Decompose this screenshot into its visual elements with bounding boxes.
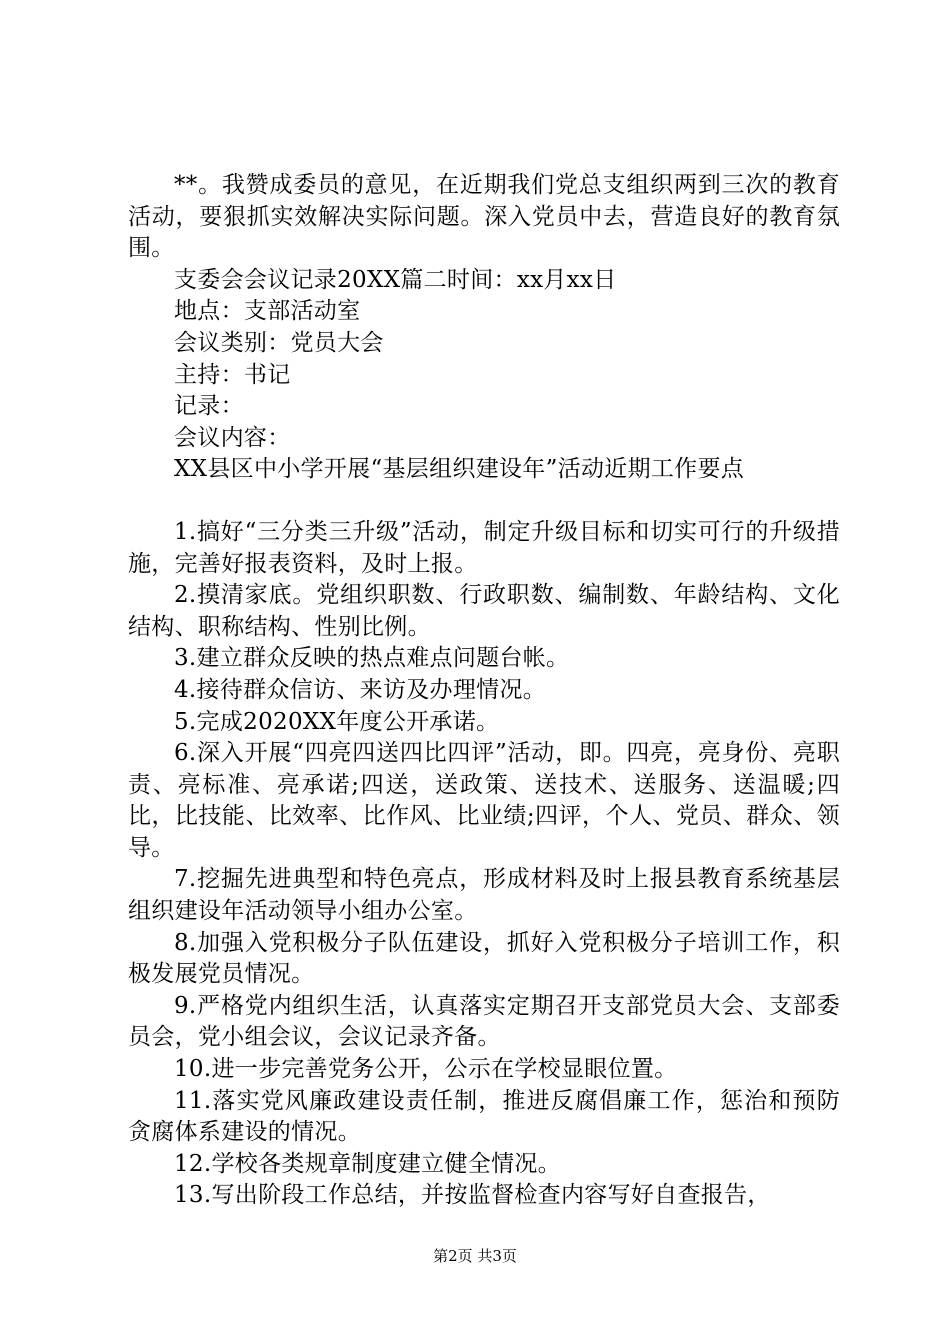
paragraph-heading: XX县区中小学开展“基层组织建设年”活动近期工作要点 [174,456,745,483]
paragraph-host: 主持：书记 [174,361,291,388]
list-item-4: 4.接待群众信访、来访及办理情况。 [174,676,547,703]
document-body [128,170,840,1212]
paragraph-recorder: 记录： [174,393,244,420]
list-item-11: 11.落实党风廉政建设责任制，推进反腐倡廉工作，惩治和预防贪腐体系建设的情况。 [128,1087,840,1146]
page-number: 第2页 共3页 [433,1247,517,1265]
paragraph-location: 地点：支部活动室 [174,298,361,325]
list-item-7: 7.挖掘先进典型和特色亮点，形成材料及时上报县教育系统基层组织建设年活动领导小组办公室。 [128,866,840,925]
list-item-8: 8.加强入党积极分子队伍建设，抓好入党积极分子培训工作，积极发展党员情况。 [128,929,840,988]
list-item-9: 9.严格党内组织生活，认真落实定期召开支部党员大会、支部委员会，党小组会议，会议记录齐备。 [128,992,840,1051]
list-item-6: 6.深入开展“四亮四送四比四评”活动，即。四亮，亮身份、亮职责、亮标准、亮承诺;四送，送政策、送技术、送服务、送温暖;四比，比技能、比效率、比作风、比业绩;四评，个人、党员、群众、领导。 [128,740,840,861]
paragraph-opinion: **。我赞成委员的意见，在近期我们党总支组织两到三次的教育活动，要狠抓实效解决实际问题。深入党员中去，营造良好的教育氛围。 [128,172,840,262]
list-item-3: 3.建立群众反映的热点难点问题台帐。 [174,645,570,672]
list-item-13: 13.写出阶段工作总结，并按监督检查内容写好自查报告， [174,1182,771,1209]
page-footer [0,1246,950,1266]
list-item-12: 12.学校各类规章制度建立健全情况。 [174,1150,561,1177]
list-item-10: 10.进一步完善党务公开，公示在学校显眼位置。 [174,1056,678,1083]
list-item-1: 1.搞好“三分类三升级”活动，制定升级目标和切实可行的升级措施，完善好报表资料，及时上报。 [128,518,840,577]
paragraph-content-label: 会议内容： [174,424,291,451]
paragraph-meeting-type: 会议类别：党员大会 [174,329,384,356]
list-item-2: 2.摸清家底。党组织职数、行政职数、编制数、年龄结构、文化结构、职称结构、性别比例。 [128,582,840,640]
list-item-5: 5.完成2020XX年度公开承诺。 [174,708,500,735]
paragraph-meeting-time: 支委会会议记录20XX篇二时间：xx月xx日 [174,266,617,293]
